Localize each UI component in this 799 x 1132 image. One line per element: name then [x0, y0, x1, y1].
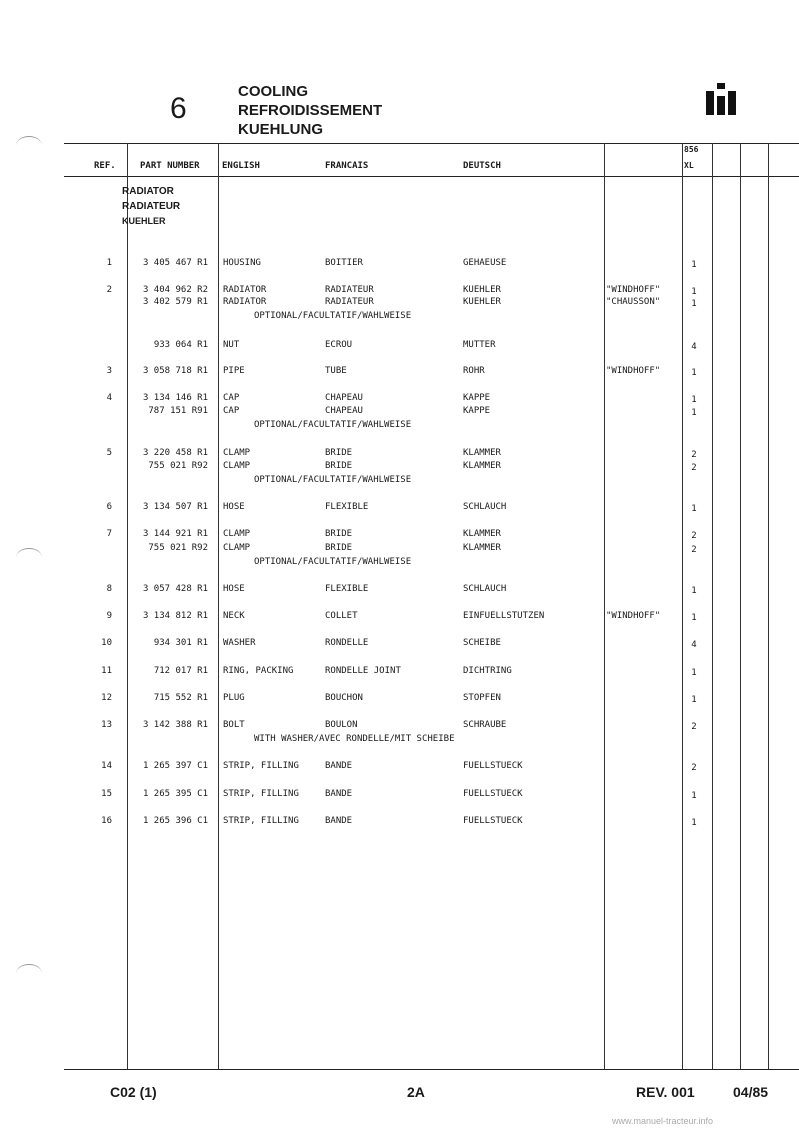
ref-cell: 5: [106, 448, 112, 458]
francais-cell: RONDELLE JOINT: [325, 666, 401, 676]
ref-cell: 9: [106, 611, 112, 621]
group-title-fr: RADIATEUR: [122, 201, 181, 212]
part-number-cell: 3 058 718 R1: [142, 366, 208, 376]
deutsch-cell: DICHTRING: [463, 666, 512, 676]
footer-section-code: C02 (1): [110, 1084, 157, 1100]
table-row: [0, 557, 799, 571]
ref-cell: 6: [106, 502, 112, 512]
deutsch-cell: GEHAEUSE: [463, 258, 507, 268]
table-row: [0, 666, 799, 680]
part-number-cell: 934 301 R1: [153, 638, 208, 648]
table-row: [0, 529, 799, 543]
column-divider: [740, 143, 741, 1069]
francais-cell: RADIATEUR: [325, 297, 374, 307]
francais-cell: BANDE: [325, 789, 353, 799]
francais-cell: BANDE: [325, 761, 353, 771]
table-row: [0, 311, 799, 325]
quantity-cell: 1: [691, 299, 697, 309]
optional-note: OPTIONAL/FACULTATIF/WAHLWEISE: [254, 557, 412, 567]
english-cell: HOSE: [223, 502, 245, 512]
francais-cell: BANDE: [325, 816, 353, 826]
header-model-code: 856: [684, 145, 699, 154]
note-cell: "WINDHOFF": [606, 366, 661, 376]
table-row: [0, 543, 799, 557]
english-cell: PLUG: [223, 693, 245, 703]
english-cell: CLAMP: [223, 448, 251, 458]
table-row: [0, 366, 799, 380]
table-bottom-rule: [64, 1069, 799, 1070]
quantity-cell: 1: [691, 368, 697, 378]
english-cell: RING, PACKING: [223, 666, 294, 676]
deutsch-cell: KAPPE: [463, 406, 491, 416]
francais-cell: RADIATEUR: [325, 285, 374, 295]
francais-cell: BOITIER: [325, 258, 363, 268]
part-number-cell: 755 021 R92: [148, 461, 208, 471]
part-number-cell: 3 405 467 R1: [142, 258, 208, 268]
english-cell: STRIP, FILLING: [223, 816, 299, 826]
ref-cell: 8: [106, 584, 112, 594]
part-number-cell: 1 265 395 C1: [142, 789, 208, 799]
table-row: [0, 297, 799, 311]
column-divider: [218, 143, 219, 1069]
english-cell: RADIATOR: [223, 285, 267, 295]
francais-cell: BOULON: [325, 720, 358, 730]
footer-date: 04/85: [733, 1084, 769, 1100]
part-number-cell: 3 144 921 R1: [142, 529, 208, 539]
deutsch-cell: KUEHLER: [463, 285, 501, 295]
english-cell: PIPE: [223, 366, 245, 376]
part-number-cell: 787 151 R91: [148, 406, 208, 416]
quantity-cell: 1: [691, 260, 697, 270]
ref-cell: 10: [101, 638, 112, 648]
note-cell: "WINDHOFF": [606, 285, 661, 295]
source-watermark: www.manuel-tracteur.info: [612, 1116, 714, 1126]
quantity-cell: 2: [691, 545, 697, 555]
note-cell: "CHAUSSON": [606, 297, 661, 307]
deutsch-cell: FUELLSTUECK: [463, 789, 523, 799]
note-cell: "WINDHOFF": [606, 611, 661, 621]
quantity-cell: 1: [691, 695, 697, 705]
table-header-rule: [64, 176, 799, 177]
table-row: [0, 461, 799, 475]
english-cell: HOSE: [223, 584, 245, 594]
ref-cell: 4: [106, 393, 112, 403]
deutsch-cell: SCHLAUCH: [463, 502, 507, 512]
quantity-cell: 4: [691, 640, 697, 650]
group-title-en: RADIATOR: [122, 186, 174, 197]
deutsch-cell: KAPPE: [463, 393, 491, 403]
washer-note: WITH WASHER/AVEC RONDELLE/MIT SCHEIBE: [254, 734, 455, 744]
quantity-cell: 2: [691, 463, 697, 473]
quantity-cell: 1: [691, 613, 697, 623]
part-number-cell: 3 134 812 R1: [142, 611, 208, 621]
quantity-cell: 1: [691, 586, 697, 596]
part-number-cell: 3 402 579 R1: [142, 297, 208, 307]
deutsch-cell: STOPFEN: [463, 693, 501, 703]
part-number-cell: 755 021 R92: [148, 543, 208, 553]
quantity-cell: 4: [691, 342, 697, 352]
quantity-cell: 2: [691, 450, 697, 460]
english-cell: HOUSING: [223, 258, 261, 268]
quantity-cell: 1: [691, 818, 697, 828]
table-row: [0, 789, 799, 803]
ref-cell: 13: [101, 720, 112, 730]
table-row: [0, 448, 799, 462]
deutsch-cell: KLAMMER: [463, 461, 501, 471]
table-row: [0, 816, 799, 830]
deutsch-cell: FUELLSTUECK: [463, 816, 523, 826]
francais-cell: COLLET: [325, 611, 358, 621]
footer-page-number: 2A: [407, 1084, 425, 1100]
part-number-cell: 1 265 396 C1: [142, 816, 208, 826]
header-deutsch: DEUTSCH: [463, 161, 501, 171]
part-number-cell: 3 142 388 R1: [142, 720, 208, 730]
english-cell: CLAMP: [223, 543, 251, 553]
table-row: [0, 638, 799, 652]
binder-hole-mark: [16, 964, 42, 983]
table-row: [0, 734, 799, 748]
optional-note: OPTIONAL/FACULTATIF/WAHLWEISE: [254, 311, 412, 321]
ref-cell: 3: [106, 366, 112, 376]
francais-cell: CHAPEAU: [325, 393, 363, 403]
part-number-cell: 3 134 507 R1: [142, 502, 208, 512]
table-row: [0, 720, 799, 734]
francais-cell: BOUCHON: [325, 693, 363, 703]
deutsch-cell: EINFUELLSTUTZEN: [463, 611, 545, 621]
english-cell: BOLT: [223, 720, 245, 730]
column-divider: [712, 143, 713, 1069]
english-cell: NECK: [223, 611, 245, 621]
quantity-cell: 2: [691, 763, 697, 773]
part-number-cell: 3 134 146 R1: [142, 393, 208, 403]
column-divider: [604, 143, 605, 1069]
header-francais: FRANCAIS: [325, 161, 369, 171]
english-cell: RADIATOR: [223, 297, 267, 307]
optional-note: OPTIONAL/FACULTATIF/WAHLWEISE: [254, 420, 412, 430]
table-row: [0, 406, 799, 420]
english-cell: CAP: [223, 406, 240, 416]
part-number-cell: 1 265 397 C1: [142, 761, 208, 771]
francais-cell: BRIDE: [325, 461, 353, 471]
quantity-cell: 1: [691, 791, 697, 801]
quantity-cell: 1: [691, 504, 697, 514]
table-row: [0, 393, 799, 407]
ih-logo-icon: [704, 83, 738, 117]
francais-cell: FLEXIBLE: [325, 584, 369, 594]
part-number-cell: 3 220 458 R1: [142, 448, 208, 458]
table-row: [0, 475, 799, 489]
quantity-cell: 2: [691, 722, 697, 732]
francais-cell: CHAPEAU: [325, 406, 363, 416]
table-row: [0, 340, 799, 354]
part-number-cell: 933 064 R1: [153, 340, 208, 350]
francais-cell: TUBE: [325, 366, 347, 376]
ref-cell: 2: [106, 285, 112, 295]
part-number-cell: 715 552 R1: [153, 693, 208, 703]
table-row: [0, 258, 799, 272]
group-title-de: KUEHLER: [122, 216, 166, 226]
table-row: [0, 584, 799, 598]
header-model-variant: XL: [684, 161, 694, 170]
section-title-de: KUEHLUNG: [238, 121, 323, 138]
table-top-rule: [64, 143, 799, 144]
header-ref: REF.: [94, 161, 116, 171]
francais-cell: ECROU: [325, 340, 353, 350]
ref-cell: 1: [106, 258, 112, 268]
francais-cell: RONDELLE: [325, 638, 369, 648]
deutsch-cell: ROHR: [463, 366, 485, 376]
ref-cell: 16: [101, 816, 112, 826]
deutsch-cell: KLAMMER: [463, 543, 501, 553]
ref-cell: 7: [106, 529, 112, 539]
deutsch-cell: KLAMMER: [463, 529, 501, 539]
english-cell: STRIP, FILLING: [223, 789, 299, 799]
deutsch-cell: FUELLSTUECK: [463, 761, 523, 771]
binder-hole-mark: [16, 136, 42, 155]
header-english: ENGLISH: [222, 161, 260, 171]
optional-note: OPTIONAL/FACULTATIF/WAHLWEISE: [254, 475, 412, 485]
column-divider: [682, 143, 683, 1069]
part-number-cell: 3 404 962 R2: [142, 285, 208, 295]
english-cell: CLAMP: [223, 461, 251, 471]
english-cell: CLAMP: [223, 529, 251, 539]
column-divider: [768, 143, 769, 1069]
deutsch-cell: KLAMMER: [463, 448, 501, 458]
section-number: 6: [170, 92, 187, 125]
francais-cell: BRIDE: [325, 529, 353, 539]
quantity-cell: 1: [691, 408, 697, 418]
quantity-cell: 1: [691, 395, 697, 405]
section-title-fr: REFROIDISSEMENT: [238, 102, 383, 119]
english-cell: STRIP, FILLING: [223, 761, 299, 771]
table-row: [0, 611, 799, 625]
part-number-cell: 3 057 428 R1: [142, 584, 208, 594]
column-divider: [127, 143, 128, 1069]
quantity-cell: 1: [691, 668, 697, 678]
deutsch-cell: KUEHLER: [463, 297, 501, 307]
ref-cell: 11: [101, 666, 112, 676]
francais-cell: BRIDE: [325, 448, 353, 458]
table-row: [0, 693, 799, 707]
deutsch-cell: SCHEIBE: [463, 638, 501, 648]
deutsch-cell: SCHRAUBE: [463, 720, 507, 730]
english-cell: NUT: [223, 340, 240, 350]
deutsch-cell: MUTTER: [463, 340, 496, 350]
english-cell: CAP: [223, 393, 240, 403]
ref-cell: 15: [101, 789, 112, 799]
header-part-number: PART NUMBER: [140, 161, 200, 171]
table-row: [0, 502, 799, 516]
deutsch-cell: SCHLAUCH: [463, 584, 507, 594]
quantity-cell: 1: [691, 287, 697, 297]
francais-cell: BRIDE: [325, 543, 353, 553]
section-title-en: COOLING: [238, 83, 308, 100]
table-row: [0, 761, 799, 775]
ref-cell: 12: [101, 693, 112, 703]
english-cell: WASHER: [223, 638, 256, 648]
ref-cell: 14: [101, 761, 112, 771]
quantity-cell: 2: [691, 531, 697, 541]
table-row: [0, 420, 799, 434]
part-number-cell: 712 017 R1: [153, 666, 208, 676]
footer-revision: REV. 001: [636, 1084, 695, 1100]
francais-cell: FLEXIBLE: [325, 502, 369, 512]
